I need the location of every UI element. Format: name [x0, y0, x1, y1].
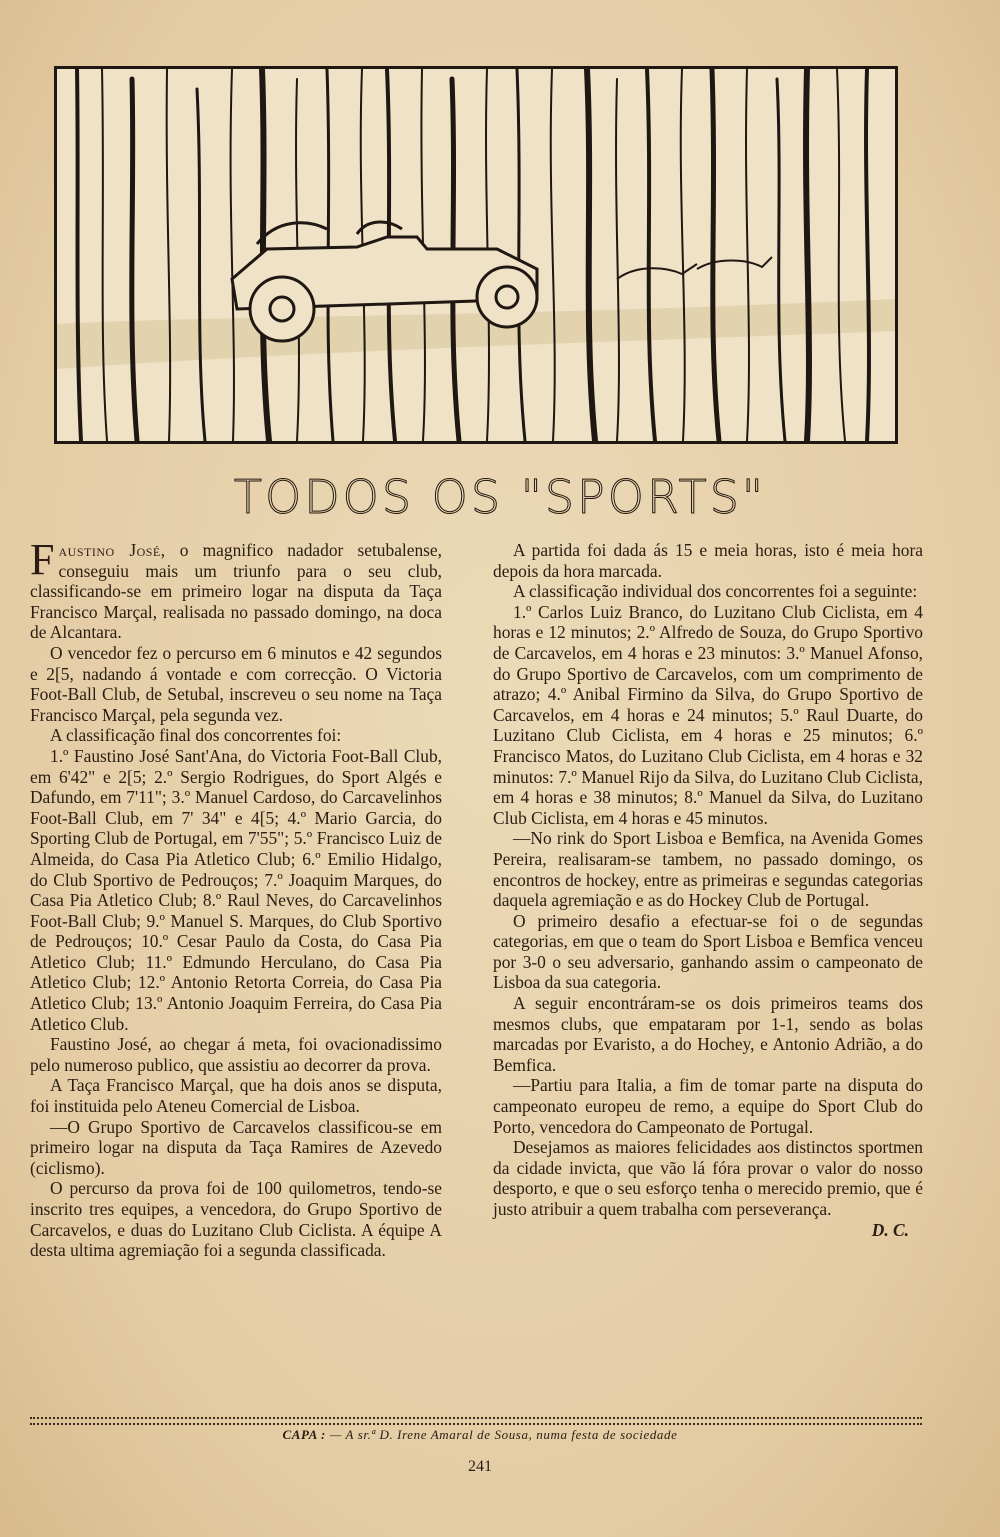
page-number: 241 [468, 1458, 492, 1475]
intro-name: austino José, [58, 540, 166, 560]
paragraph: A partida foi dada ás 15 e meia horas, isto é meia hora depois da hora marcada. [493, 540, 923, 581]
paragraph: Desejamos as maiores felicidades aos distinctos sportmen da cidade invicta, que vão lá fóra provar o valor do nosso desporto, e que o seu esforço tenha o merecido premio, que é justo atribuir a quem trabalha com perseverança. [493, 1137, 923, 1219]
paragraph: Faustino José, ao chegar á meta, foi ovacionadissimo pelo numeroso publico, que assistiu ao decorrer da prova. [30, 1034, 442, 1075]
intro-text: o magnifico nadador setubalense, conseguiu mais um triunfo para o seu club, classificando-se em primeiro logar na disputa da Taça Francisco Marçal, realisada no passado domingo, na doca de Alcantara. [30, 540, 442, 643]
paragraph: A classificação individual dos concorrentes foi a seguinte: [513, 581, 918, 602]
paragraph: —O Grupo Sportivo de Carcavelos classificou-se em primeiro logar na disputa da Taça Ramires de Azevedo (ciclismo). [30, 1116, 442, 1178]
illustration-drawing [57, 69, 895, 441]
paragraph: 1.º Faustino José Sant'Ana, do Victoria Foot-Ball Club, em 6'42" e 2[5; 2.º Sergio Rodrigues, do Sport Algés e Dafundo, em 7'11"; 3.º Manuel Cardoso, do Carcavelinhos Foot-Ball Club, em 7' 34" e 4[5; 4.º Mario Garcia, do Sporting Club de Portugal, em 7'55"; 5.º Francisco Luiz de Almeida, do Casa Pia Atletico Club; 6.º Emilio Hidalgo, do Club Sportivo de Pedrouços; 7.º Joaquim Marques, do Casa Pia Atletico Club; 8.º Raul Neves, do Carcavelinhos Foot-Ball Club; 9.º Manuel S. Marques, do Club Sportivo de Pedrouços; 10.º Cesar Paulo da Costa, do Casa Pia Atletico Club; 11.º Edmundo Herculano, do Casa Pia Atletico Club; 12.º Antonio Retorta Correia, do Casa Pia Atletico Club; 13.º Antonio Joaquim Ferreira, do Casa Pia Atletico Club. [30, 745, 442, 1034]
paragraph: —Partiu para Italia, a fim de tomar parte na disputa do campeonato europeu de remo, a equipe do Sport Club do Porto, vencedora do Campeonato de Portugal. [493, 1075, 923, 1137]
paragraph: O primeiro desafio a efectuar-se foi o de segundas categorias, em que o team do Sport Lisboa e Bemfica venceu por 3-0 o seu adversario, ganhando assim o campeonato de Lisboa da sua categoria. [493, 910, 923, 993]
paragraph: A classificação final dos concorrentes foi: [50, 725, 342, 746]
intro-paragraph [30, 535, 442, 643]
paragraph: A Taça Francisco Marçal, que ha dois anos se disputa, foi instituida pelo Ateneu Comercial de Lisboa. [30, 1075, 442, 1117]
right-column [493, 540, 923, 1240]
cover-caption [0, 1427, 960, 1443]
paragraph: A seguir encontráram-se os dois primeiros teams dos mesmos clubs, que empataram por 1-1, sendo as bolas marcadas por Evaristo, a do Hochey, e Antonio Adrião, a do Bemfica. [493, 993, 923, 1075]
page-title: TODOS OS "SPORTS" [233, 470, 767, 524]
drop-cap: F [30, 535, 55, 584]
paragraph: 1.º Carlos Luiz Branco, do Luzitano Club Ciclista, em 4 horas e 12 minutos; 2.º Alfredo de Souza, do Grupo Sportivo de Carcavelos, em 4 horas e 23 minutos: 3.º Manuel Afonso, do Grupo Sportivo de Carcavelos, com um comprimento de atrazo; 4.º Anibal Firmino da Silva, do Grupo Sportivo de Carcavelos, em 4 horas e 24 minutos; 5.º Raul Duarte, do Luzitano Club Ciclista, em 4 horas e 25 minutos; 6.º Francisco Matos, do Luzitano Club Ciclista, em 4 horas e 32 minutos: 7.º Manuel Rijo da Silva, do Luzitano Club Ciclista, em 4 horas e 38 minutos; 8.º Manuel da Silva, do Luzitano Club Ciclista, em 4 horas e 45 minutos. [493, 601, 923, 828]
left-column [30, 535, 442, 1261]
forest-road-car-illustration [54, 66, 898, 444]
author-signature: D. C. [871, 1219, 909, 1240]
paragraph: —No rink do Sport Lisboa e Bemfica, na Avenida Gomes Pereira, realisaram-se tambem, no passado domingo, os encontros de hockey, entre as primeiras e segundas categorias daquela agremiação e as do Hockey Club de Portugal. [493, 828, 923, 911]
paragraph: O vencedor fez o percurso em 6 minutos e 42 segundos e 2[5, nadando á vontade e com correcção. O Victoria Foot-Ball Club, de Setubal, inscreveu o seu nome na Taça Francisco Marçal, pela segunda vez. [30, 642, 442, 725]
dotted-divider [30, 1417, 922, 1425]
caption-text: — A sr.ª D. Irene Amaral de Sousa, numa festa de sociedade [325, 1427, 678, 1442]
paragraph: O percurso da prova foi de 100 quilometros, tendo-se inscrito tres equipes, a vencedora, do Grupo Sportivo de Carcavelos, e duas do Luzitano Club Ciclista. A équipe A desta ultima agremiação foi a segunda classificada. [30, 1178, 442, 1261]
caption-label: CAPA : [282, 1427, 326, 1442]
